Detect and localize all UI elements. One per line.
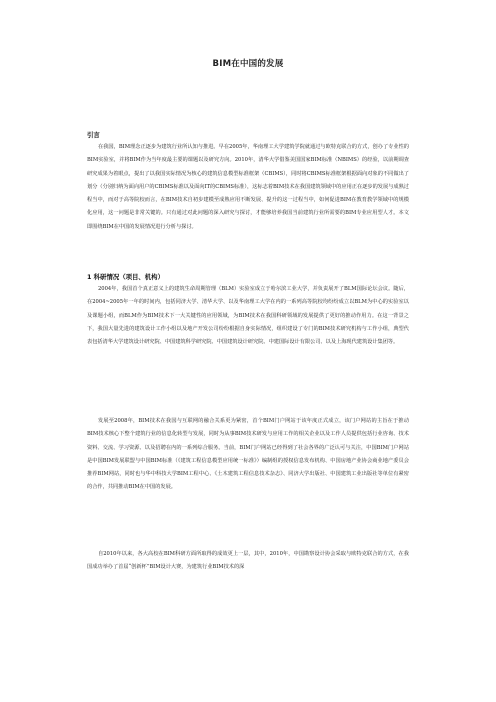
paragraph-research-2: 发展至2008年，BIM技术在我国与互联网的融合关系更为紧密，首个BIM门户网站于该年度正式成立，该门户网站的主旨在于推动BIM技术核心下整个建筑行业的信息化转型与发展，同时为从事BIM技术研发与应用工作的相关企业以及工作人员提供包括行业咨询、技术资料、交流、学习资源、以及招聘在内的一系列综合服务。当前，BIM门户网站已经得到了社会各界的广泛认可与关注，中国BIM门户网站是中国BIM发展联盟与中国BIM标准（《建筑工程信息模型应用统一标准》）编制组的授权信息发布机构、中国房地产业协会商业地产委员会推荐BIM网站，同时也与华中科技大学BIM工程中心、《土木建筑工程信息技术杂志》、同济大学出版社、中国建筑工业出版社等单位有紧密的合作，共同推动BIM在中国的发展。 — [87, 418, 409, 491]
document-title: BIM在中国的发展 — [212, 59, 284, 69]
section-heading-intro: 引言 — [87, 131, 100, 139]
document-body — [87, 130, 409, 588]
paragraph-research-3: 自2010年以来，各大高校在BIM科研方面所取得的成效更上一层，其中，2010年，中国勘察设计协会采取与欧特克联合的方式，在我国成功举办了首届“创新杯”BIM设计大赛，为建筑行业BIM技术的深 — [87, 551, 409, 571]
paragraph-research-1: 2004年，我国首个真正意义上的建筑生命周期管理（BLM）实验室成立于哈尔滨工业大学，并负责展开了BLM国际论坛会议。随后，在2004~2005年一年的时间内，包括同济大学、清华大学、以及华南理工大学在内的一系列高等院校均纷纷成立以BLM为中心的实验室以及课题小组，而BLM作为BIM技术下一大关键性的应用领域，为BIM技术在我国科研领域的发展提供了更好的推动作用力。在这一背景之下，我国大量先进的建筑设计工作小组以及地产开发公司纷纷根据自身实际情况，组织建设了专门的BIM技术研究机构与工作小组，典型代表包括清华大学建筑设计研究院、中国建筑科学研究院、中国建筑设计研究院、中建国际设计有限公司、以及上海现代建筑设计集团等。 — [87, 286, 409, 346]
paragraph-intro: 在我国，BIM理念正逐步为建筑行业所认知与推进。早在2005年，华南理工大学建筑学院就通过与欧特克联合的方式，创办了专业性的BIM实验室，并将BIM作为当年度最主要的课题以及研究方向。2010年，清华大学借鉴美国国家BIM标准（NBIMS）的经验，以前期调查研究成果为着眼点，提出了以我国实际情况为核心的建筑信息模型标准框架（CBIMS），同时将CBIMS标准框架根据面向对象的不同做出了划分（分别归纳为面向用户的CBIMS标准以及面向IT的CBIMS标准），这标志着BIM技术在我国建筑领域中的应用正在逐步的发展与成熟过程当中，而对于高等院校而言，在BIM技术自初步建模至成熟应用不断发展、提升的这一过程当中，如何促进BIM在教育教学领域中的规模化应用，这一问题是非常关键的。只有通过对此问题的深入研究与探讨，才能够培养我国当前建筑行业所需要的BIM专业应用型人才。本文即围绕BIM在中国的发展情况进行分析与探讨。 — [87, 144, 409, 230]
section-heading-research: 1 科研情况（项目、机构） — [87, 273, 164, 281]
